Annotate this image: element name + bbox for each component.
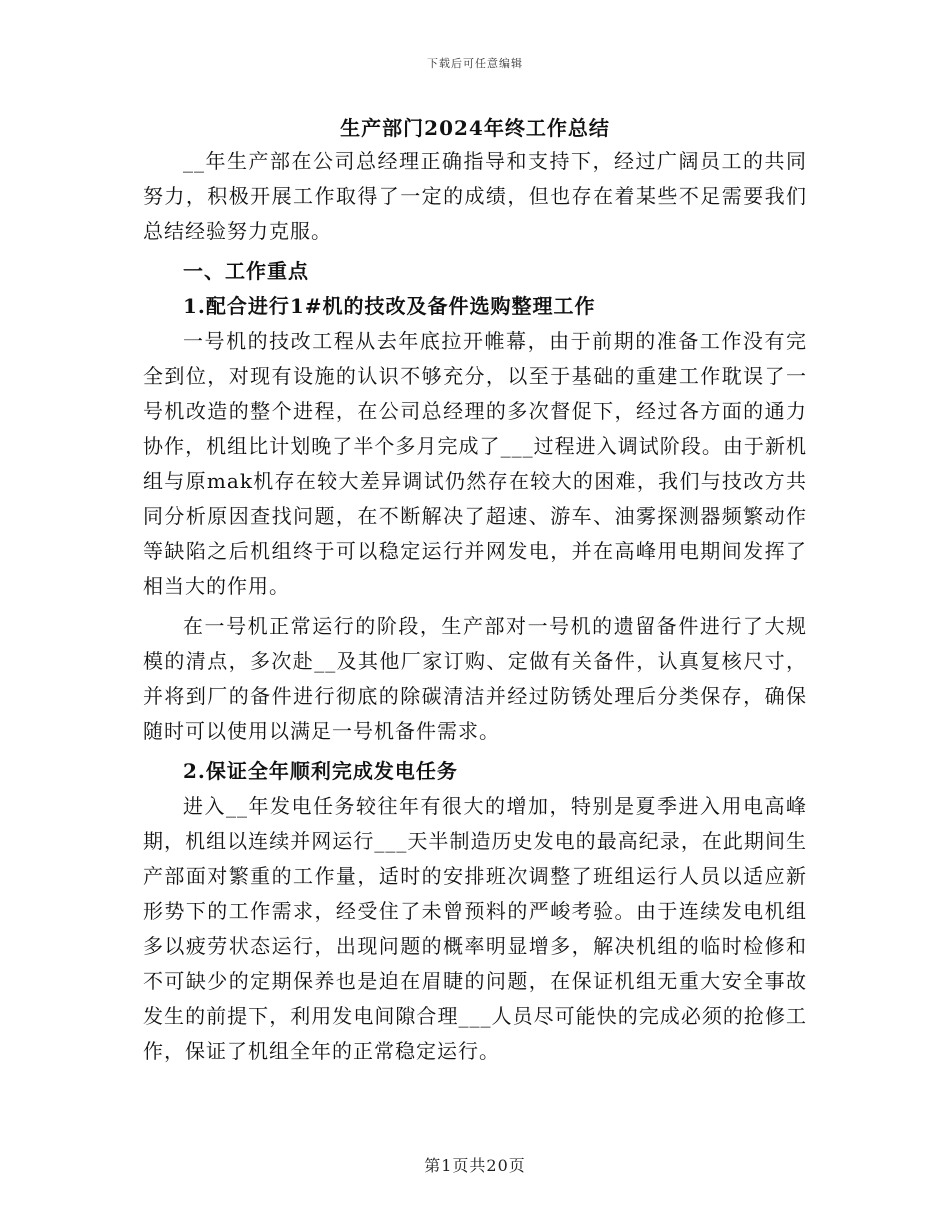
subsection-heading-1: 1.配合进行1#机的技改及备件选购整理工作	[183, 294, 596, 318]
section-heading: 一、工作重点	[183, 259, 309, 283]
subsection-2-paragraph-1: 进入__年发电任务较往年有很大的增加，特别是夏季进入用电高峰期，机组以连续并网运行___天半制造历史发电的最高纪录，在此期间生产部面对繁重的工作量，适时的安排班次调整了班组运行人员以适应新形势下的工作需求，经受住了未曾预料的严峻考验。由于连续发电机组多以疲劳状态运行，出现问题的概率明显增多，解决机组的临时检修和不可缺少的定期保养也是迫在眉睫的问题，在保证机组无重大安全事故发生的前提下，利用发电间隙合理___人员尽可能快的完成必须的抢修工作，保证了机组全年的正常稳定运行。	[143, 794, 807, 1063]
subsection-heading-2: 2.保证全年顺利完成发电任务	[183, 759, 458, 783]
subsection-1-paragraph-1: 一号机的技改工程从去年底拉开帷幕，由于前期的准备工作没有完全到位，对现有设施的认识不够充分，以至于基础的重建工作耽误了一号机改造的整个进程，在公司总经理的多次督促下，经过各方面的通力协作，机组比计划晚了半个多月完成了___过程进入调试阶段。由于新机组与原mak机存在较大差异调试仍然存在较大的困难，我们与技改方共同分析原因查找问题，在不断解决了超速、游车、油雾探测器频繁动作等缺陷之后机组终于可以稳定运行并网发电，并在高峰用电期间发挥了相当大的作用。	[143, 329, 807, 598]
document-title: 生产部门2024年终工作总结	[340, 116, 610, 140]
subsection-1-paragraph-2: 在一号机正常运行的阶段，生产部对一号机的遗留备件进行了大规模的清点，多次赴__及其他厂家订购、定做有关备件，认真复核尺寸，并将到厂的备件进行彻底的除碳清洁并经过防锈处理后分类保存，确保随时可以使用以满足一号机备件需求。	[143, 614, 807, 743]
page-footer: 第1页共20页	[424, 1156, 526, 1175]
header-note: 下载后可任意编辑	[427, 57, 523, 70]
intro-paragraph: __年生产部在公司总经理正确指导和支持下，经过广阔员工的共同努力，积极开展工作取得了一定的成绩，但也存在着某些不足需要我们总结经验努力克服。	[143, 149, 807, 243]
document-body	[143, 112, 807, 1069]
